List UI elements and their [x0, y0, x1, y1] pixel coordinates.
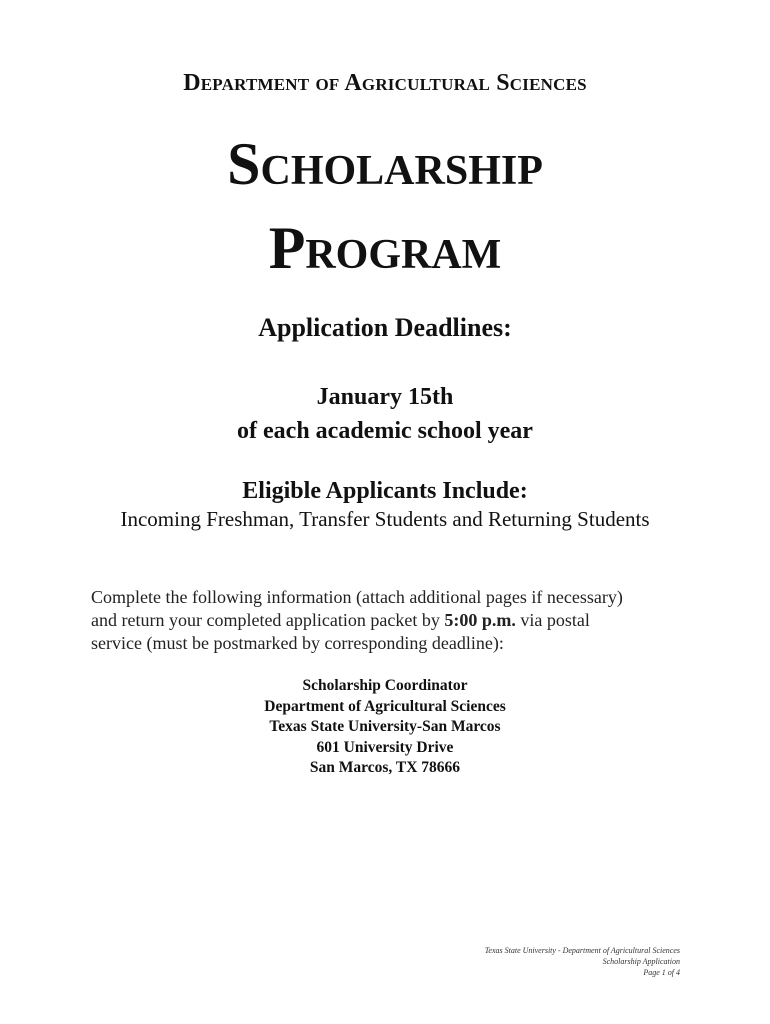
- address-street: 601 University Drive: [316, 738, 454, 756]
- page-footer: [485, 945, 680, 978]
- instructions-line-3: service (must be postmarked by corresponding deadline):: [91, 633, 504, 653]
- instructions-paragraph: [91, 586, 681, 655]
- address-department: Department of Agricultural Sciences: [264, 697, 506, 715]
- footer-page-number: Page 1 of 4: [643, 968, 680, 977]
- address-recipient: Scholarship Coordinator: [302, 677, 468, 694]
- address-city-state-zip: San Marcos, TX 78666: [309, 759, 461, 776]
- title-line-1: Scholarship: [227, 131, 543, 197]
- instructions-line-2-after: via postal: [515, 610, 590, 630]
- department-heading: Department of Agricultural Sciences: [183, 70, 587, 96]
- mailing-address: [0, 676, 770, 779]
- instructions-line-1: Complete the following information (attach additional pages if necessary): [91, 587, 623, 607]
- deadline-time: 5:00 p.m.: [444, 610, 516, 630]
- deadlines-heading: Application Deadlines:: [258, 313, 512, 342]
- eligibility-list: Incoming Freshman, Transfer Students and Returning Students: [120, 507, 650, 531]
- address-university: Texas State University-San Marcos: [269, 718, 501, 735]
- title-line-2: Program: [268, 215, 502, 281]
- instructions-line-2: [91, 609, 681, 632]
- eligibility-heading: Eligible Applicants Include:: [242, 478, 528, 504]
- footer-institution: Texas State University - Department of Agricultural Sciences: [484, 946, 680, 955]
- instructions-line-2-before: and return your completed application packet by: [91, 610, 445, 630]
- deadline-date: January 15th: [316, 384, 454, 410]
- footer-document-title: Scholarship Application: [602, 957, 680, 966]
- deadline-period: of each academic school year: [237, 418, 533, 444]
